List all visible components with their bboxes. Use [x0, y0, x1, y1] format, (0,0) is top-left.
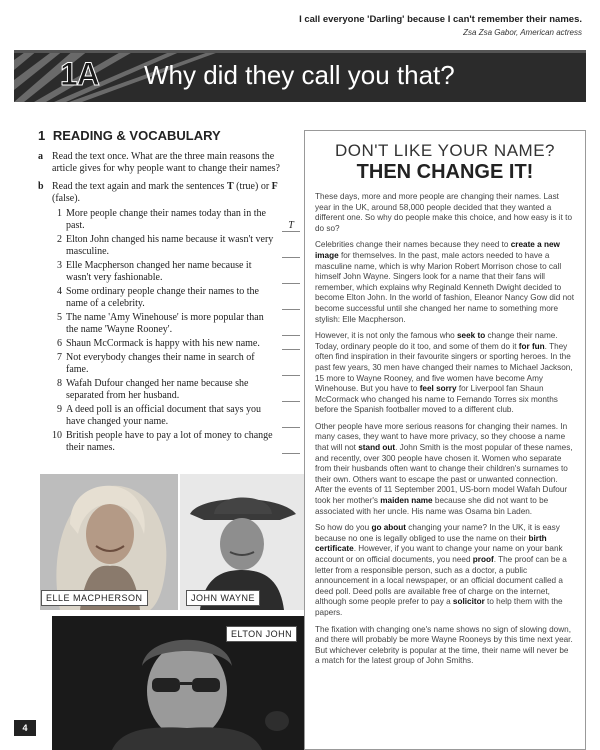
article-paragraph: The fixation with changing one's name shows no sign of slowing down, and there will probably be more Wayne Rooneys by this time next year. But whichever celebrity is popular at the time, their name will never be a match for the latest group of John Smiths. [315, 624, 573, 666]
statement-number: 5 [57, 312, 62, 323]
vocab-highlight: seek to [457, 331, 486, 341]
task-letter: a [38, 151, 43, 162]
false-marker: F [271, 181, 278, 192]
exercise-column [38, 128, 300, 456]
page-number: 4 [14, 720, 36, 736]
statement-item [52, 286, 300, 310]
article-paragraph [315, 422, 575, 517]
caption-elle-macpherson: ELLE MACPHERSON [41, 590, 148, 606]
statement-item [52, 378, 300, 402]
answer-blank[interactable] [282, 298, 300, 310]
section-title: READING & VOCABULARY [52, 128, 221, 143]
article-heading-1: DON'T LIKE YOUR NAME? [334, 141, 555, 160]
statement-item [52, 338, 300, 350]
statement-text: Shaun McCormack is happy with his new name. [66, 338, 260, 349]
statement-text: Wafah Dufour changed her name because she separated from her husband. [66, 378, 249, 401]
true-marker: T [226, 181, 234, 192]
answer-blank[interactable] [282, 338, 300, 350]
article-paragraph [315, 523, 575, 618]
task-a [38, 151, 300, 175]
statement-text: The name 'Amy Winehouse' is more popular than the name 'Wayne Rooney'. [66, 312, 264, 335]
article-heading-2: THEN CHANGE IT! [356, 161, 534, 183]
statement-number: 1 [57, 208, 62, 219]
vocab-highlight: proof [472, 555, 494, 564]
answer-blank[interactable] [282, 324, 300, 336]
task-text [52, 181, 300, 205]
statement-number: 10 [52, 430, 62, 441]
caption-elton-john: ELTON JOHN [226, 626, 297, 642]
answer-blank[interactable] [282, 364, 300, 376]
statement-item [52, 312, 300, 336]
vocab-highlight: feel sorry [419, 384, 457, 394]
task-text-part: Read the text again and mark the sentences [52, 181, 227, 192]
statement-list [52, 208, 300, 454]
statement-item [52, 208, 300, 232]
statement-item [52, 234, 300, 258]
answer-blank[interactable]: T [282, 220, 300, 232]
paragraph-text: . John Smith is the most popular of these names, and recently, over 300 people have chosen it. Women who separate from their husbands often want to change their children's surnames to their own. Others want to escape the past or unwanted connection. After the events of 11 September 2001, US-born model Wafah Dufour took her mother's [315, 443, 573, 506]
statement-item [52, 352, 300, 376]
paragraph-text: However, it is not only the famous who [315, 331, 457, 341]
statement-number: 7 [57, 352, 62, 363]
caption-john-wayne: JOHN WAYNE [186, 590, 260, 606]
task-text-part: (false). [52, 193, 81, 204]
vocab-highlight: go about [371, 523, 407, 533]
statement-item [52, 430, 300, 454]
task-text-part: (true) or [233, 181, 272, 192]
answer-blank[interactable] [282, 416, 300, 428]
answer-blank[interactable] [282, 390, 300, 402]
article-paragraph [315, 331, 575, 416]
statement-text: Elle Macpherson changed her name because it wasn't very fashionable. [66, 260, 252, 283]
paragraph-text: . The proof can be a letter from a responsible person, such as a doctor, a public announcement in a local newspaper, or an official document called a deed poll. Deed polls are available free of charge on the internet, although some people prefer to pay a [315, 555, 567, 607]
unit-banner [14, 50, 586, 102]
section-number: 1 [38, 128, 46, 143]
epigraph-quote [299, 14, 582, 37]
statement-number: 6 [57, 338, 62, 349]
statement-number: 2 [57, 234, 62, 245]
task-b [38, 181, 300, 205]
statement-text: Elton John changed his name because it wasn't very masculine. [66, 234, 274, 257]
statement-number: 4 [57, 286, 62, 297]
paragraph-text: for Liverpool fan Shaun McCormack who changed his name to Fernando Torres six months before the Spanish footballer moved to a different club. [315, 384, 558, 415]
statement-text: A deed poll is an official document that says you have changed your name. [66, 404, 262, 427]
statement-number: 9 [57, 404, 62, 415]
vocab-highlight: maiden name [380, 496, 433, 506]
vocab-highlight: create a new image [315, 240, 560, 260]
vocab-highlight: stand out [358, 443, 396, 453]
task-letter: b [38, 181, 44, 192]
quote-author: Zsa Zsa Gabor, American actress [463, 28, 582, 37]
statement-number: 3 [57, 260, 62, 271]
statement-text: British people have to pay a lot of money to change their names. [66, 430, 273, 453]
statement-item [52, 404, 300, 428]
answer-blank[interactable] [282, 246, 300, 258]
vocab-highlight: solicitor [452, 597, 485, 607]
task-text: Read the text once. What are the three main reasons the article gives for why people want to change their names? [52, 151, 280, 174]
paragraph-text: for themselves. In the past, male actors needed to have a masculine name, which is why Marion Robert Morrison chose to call himself John Wayne. Singers look for a name that their fans will remember, which explains why Reginald Kenneth Dwight decided to become Elton John. In the world of fashion, Eleanor Nancy Gow did not become successful until she changed her name to something more stylish: Elle Macpherson. [315, 250, 574, 324]
statement-item [52, 260, 300, 284]
paragraph-text: changing your name? In the UK, it is easy because no one is legally obliged to use the name on their [315, 523, 560, 543]
paragraph-text: Other people have more serious reasons for changing their names. In many cases, they want to have more privacy, so they choose a name that will not [315, 421, 568, 453]
page-title: Why did they call you that? [144, 60, 455, 90]
paragraph-text: . However, if you want to change your name on your bank account or on official documents, you need [315, 544, 563, 564]
paragraph-text: Celebrities change their names because they need to [315, 240, 511, 250]
quote-text: I call everyone 'Darling' because I can't remember their names. [299, 14, 582, 25]
vocab-highlight: birth certificate [315, 533, 547, 554]
paragraph-text: . They often find inspiration in their favourite singers or sporting heroes. In the past few years, 30 men have changed their names to Michael Jackson, 15 more to Wayne Rooney, and five women have become Amy Winehouse. But you have to [315, 341, 573, 394]
statement-text: More people change their names today than in the past. [66, 208, 266, 231]
statement-text: Some ordinary people change their names to the name of a celebrity. [66, 286, 259, 309]
answer-blank[interactable] [282, 272, 300, 284]
unit-number: 1A [60, 56, 99, 92]
answer-blank[interactable] [282, 442, 300, 454]
statement-text: Not everybody changes their name in search of fame. [66, 352, 255, 375]
paragraph-text: So how do you [315, 523, 372, 533]
statement-number: 8 [57, 378, 62, 389]
article-box [304, 130, 586, 750]
paragraph-text: because she did not want to be associated with her uncle. His name was Osama bin Laden. [315, 496, 549, 516]
vocab-highlight: for fun [518, 341, 545, 351]
paragraph-text: change their name. Today, ordinary people do it too, and some of them do it [315, 331, 558, 351]
article-paragraph: These days, more and more people are changing their names. Last year in the UK, around 58,000 people decided that they wanted a different one. So why do people make this choice, and how easy is it to do so? [315, 192, 572, 233]
article-paragraph [315, 240, 575, 325]
section-heading [38, 128, 300, 143]
paragraph-text: to help them with the papers. [315, 597, 563, 617]
